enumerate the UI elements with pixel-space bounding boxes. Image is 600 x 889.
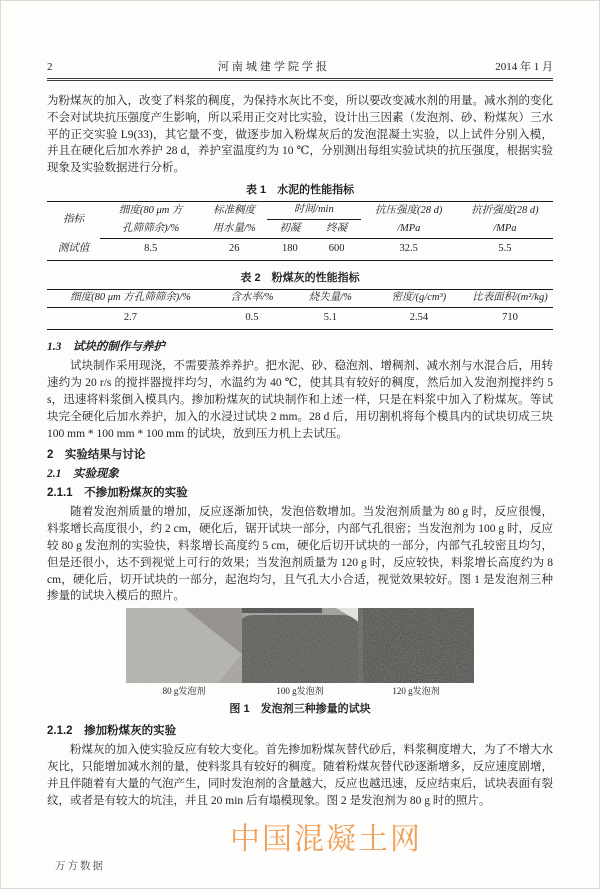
t1-value-fineness: 8.5	[144, 242, 158, 254]
t1-value-time-final: 600	[328, 242, 345, 254]
t1-value-compressive: 32.5	[399, 242, 418, 254]
heading-2-1: 2.1 实验现象	[47, 468, 119, 481]
figure1-photo-labels	[47, 686, 553, 697]
table2-title: 表 2 粉煤灰的性能指标	[240, 271, 360, 284]
t2-value-fineness: 2.7	[123, 312, 138, 324]
concrete-photo-100g-image	[242, 608, 358, 683]
t1-header-time-final: 终凝	[313, 220, 361, 239]
table1-cement-properties	[47, 201, 553, 261]
t2-header-loss-on-ignition: 烧失量/%	[290, 289, 371, 308]
t1-header-consistency-unit: 用水量/%	[201, 220, 267, 239]
table1-header-row-1	[47, 201, 553, 220]
table1-header-row-2	[47, 220, 553, 239]
issue-date: 2014 年 1 月	[495, 61, 553, 73]
t2-header-moisture: 含水率/%	[214, 289, 290, 308]
t1-header-time-initial: 初凝	[267, 220, 313, 239]
t2-header-density: 密度/(g/cm³)	[371, 289, 467, 308]
concrete-photo-80g-image	[126, 608, 242, 683]
t2-value-specific-surface: 710	[502, 312, 518, 324]
photo-label-100g: 100 g发泡剂	[276, 686, 324, 697]
figure1-photo-100g	[242, 608, 358, 683]
header-divider	[47, 78, 553, 81]
table2-header-row	[47, 289, 553, 308]
t1-header-compressive: 抗压强度(28 d)	[375, 204, 443, 216]
t2-value-density: 2.54	[409, 312, 429, 324]
figure1-photo-80g	[126, 608, 242, 683]
t2-header-fineness: 细度(80 μm 方孔筛筛余)/%	[47, 289, 214, 308]
figure1-photo-120g	[358, 608, 474, 683]
t2-value-loss-on-ignition: 5.1	[323, 312, 337, 324]
t2-value-moisture: 0.5	[245, 312, 259, 324]
table1-title: 表 1 水泥的性能指标	[245, 183, 355, 196]
heading-2: 2 实验结果与讨论	[47, 449, 146, 462]
table2-flyash-properties	[47, 289, 553, 331]
figure1-caption: 图 1 发泡剂三种掺量的试块	[229, 703, 371, 716]
journal-title: 河南城建学院学报	[217, 61, 330, 73]
section-1-3-paragraph: 试块制作采用现浇，不需要蒸养养护。把水泥、砂、稳泡剂、增稠剂、减水剂与水混合后，用转速约为 20 r/s 的搅拌器搅拌均匀，水温约为 40 ℃，使其具有较好的稠度，然后加入发泡剂搅拌约 5 s，迅速将料浆倒入模具内。掺加粉煤灰的试块制作和上述一样，只是在料浆中加入了粉煤灰。等试块完全硬化后加水养护，加入的水浸过试块 2 mm。28 d 后，用切割机将每个模具内的试块切成三块 100 mm * 100 mm * 100 mm 的试块，放到压力机上去试压。	[47, 360, 553, 440]
t1-value-flexural: 5.5	[498, 242, 512, 254]
article-body	[47, 93, 553, 809]
section-2-1-1-paragraph: 随着发泡剂质量的增加，反应逐渐加快，发泡倍数增加。当发泡剂质量为 80 g 时，反应很慢，料浆增长高度很小，约 2 cm，硬化后，锯开试块一部分，内部气孔很密；当发泡剂为 100 g 时，反应较 80 g 发泡剂的实验快，料浆增长高度约 5 cm，硬化后切开试块的一部分，内部气孔较密且均匀，但是还很小，达不到视觉上可行的效果；当发泡剂质量为 120 g 时，反应较快，料浆增长高度约为 8 cm，硬化后，切开试块的一部分，起泡均匀，且气孔大小合适，视觉效果较好。图 1 是发泡剂三种掺量的试块入模后的照片。	[47, 506, 553, 603]
t1-header-flexural-unit: /MPa	[457, 220, 553, 239]
china-concrete-net-watermark: 中国混凝土网	[230, 823, 422, 856]
wanfang-data-mark: 万方数据	[55, 861, 105, 872]
photo-label-120g: 120 g发泡剂	[392, 686, 440, 697]
t1-header-fineness: 细度(80 μm 方	[118, 204, 183, 216]
t1-header-fineness-unit: 孔筛筛余)/%	[100, 220, 201, 239]
table1-data-row	[47, 238, 553, 260]
intro-paragraph: 为粉煤灰的加入，改变了料浆的稠度，为保持水灰比不变，所以要改变减水剂的用量。减水剂的变化不会对试块抗压强度产生影响，所以采用正交对比实验，设计出三因素（发泡剂、砂、粉煤灰）三水平的正交实验 L9(33)，其它量不变，做逐步加入粉煤灰后的发泡混凝土实验，以上试件分别入模，并且在硬化后加水养护 28 d，养护室温度约为 10 ℃，分别测出每组实验试块的抗压强度，根据实验现象及实验数据进行分析。	[47, 95, 553, 175]
heading-1-3: 1.3 试块的制作与养护	[47, 341, 165, 354]
t1-value-time-initial: 180	[281, 242, 298, 254]
t1-row-label: 测试值	[57, 242, 90, 254]
heading-2-1-2: 2.1.2 掺加粉煤灰的实验	[47, 725, 177, 738]
t1-value-consistency: 26	[228, 242, 240, 254]
page-header	[47, 58, 553, 74]
concrete-photo-120g-image	[358, 608, 474, 683]
t1-stub-header: 指标	[63, 213, 85, 225]
t2-header-specific-surface: 比表面积/(m²/kg)	[467, 289, 553, 308]
t1-header-time: 时间/min	[267, 201, 361, 220]
t1-header-compressive-unit: /MPa	[361, 220, 457, 239]
t1-header-consistency: 标准稠度	[213, 204, 256, 216]
t1-header-flexural: 抗折强度(28 d)	[471, 204, 539, 216]
section-2-1-2-paragraph: 粉煤灰的加入使实验反应有较大变化。首先掺加粉煤灰替代砂后，料浆稠度增大，为了不增大水灰比，只能增加减水剂的量，使料浆具有较好的稠度。随着粉煤灰替代砂逐渐增多，反应速度剧增，并且伴随着有大量的气泡产生，同时发泡剂的含量越大，反应也越迅速，反应结束后，试块表面有裂纹，或者是有较大的坑洼，并且 20 min 后有塌模现象。图 2 是发泡剂为 80 g 时的照片。	[47, 744, 553, 807]
page-number: 2	[47, 61, 53, 73]
heading-2-1-1: 2.1.1 不掺加粉煤灰的实验	[47, 487, 188, 500]
figure1-photos	[47, 608, 553, 683]
table2-data-row	[47, 308, 553, 330]
photo-label-80g: 80 g发泡剂	[162, 686, 206, 697]
